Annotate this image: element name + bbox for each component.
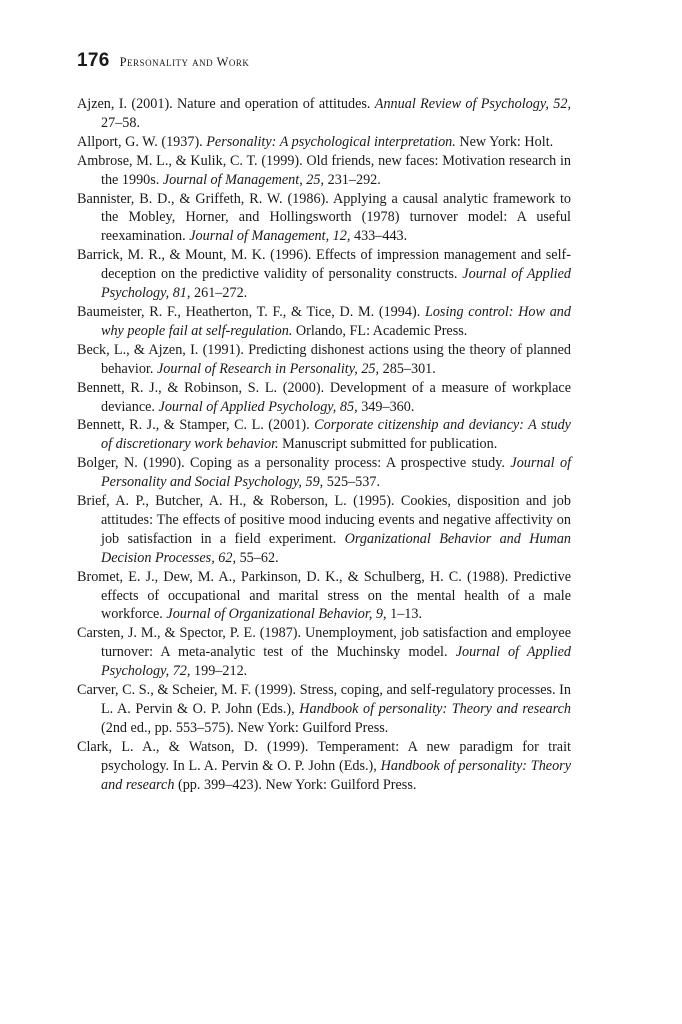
reference-text: Bennett, R. J., & Stamper, C. L. (2001). — [77, 417, 315, 434]
reference-entry — [77, 152, 571, 190]
reference-source: Personality: A psychological interpretation. — [206, 133, 456, 150]
reference-source: Handbook of personality: Theory and research — [299, 701, 572, 717]
reference-source: Handbook of personality: Theory and research — [101, 757, 571, 793]
reference-source: Corporate citizenship and deviancy: A study of discretionary work behavior. — [101, 417, 571, 453]
running-head: Personality and Work — [119, 55, 250, 69]
reference-list — [77, 95, 571, 795]
reference-text: Ajzen, I. (2001). Nature and operation of attitudes. — [77, 96, 375, 112]
reference-source: Journal of Research in Personality, 25, — [156, 360, 380, 377]
reference-pages: 199–212. — [190, 663, 248, 680]
reference-text: Bennett, R. J., & Robinson, S. L. (2000). Development of a measure of workplace deviance. — [77, 379, 571, 415]
reference-text: Bolger, N. (1990). Coping as a personality process: A prospective study. — [77, 455, 511, 472]
reference-pages: 55–62. — [236, 549, 279, 566]
reference-entry — [77, 681, 571, 738]
reference-text: Carver, C. S., & Scheier, M. F. (1999). Stress, coping, and self-regulatory processes. In L. A. Pervin & O. P. John (Eds.), — [77, 682, 571, 717]
reference-source: Journal of Organizational Behavior, 9, — [166, 606, 387, 623]
reference-entry — [77, 454, 571, 492]
reference-text: Beck, L., & Ajzen, I. (1991). Predicting dishonest actions using the theory of planned behavior. — [77, 341, 571, 377]
reference-pages: 27–58. — [101, 114, 141, 131]
reference-source: Organizational Behavior and Human Decision Processes, 62, — [101, 530, 572, 566]
reference-pages: New York: Holt. — [455, 133, 554, 150]
reference-source: Annual Review of Psychology, 52, — [374, 96, 571, 112]
reference-text: Carsten, J. M., & Spector, P. E. (1987). Unemployment, job satisfaction and employee turnover: A meta-analytic test of the Muchinsky model. — [77, 625, 571, 661]
reference-pages: 433–443. — [350, 228, 408, 245]
reference-source: Losing control: How and why people fail at self-regulation. — [101, 303, 571, 339]
reference-entry — [77, 624, 571, 681]
reference-text: Barrick, M. R., & Mount, M. K. (1996). Effects of impression management and self-deception on the predictive validity of personality constructs. — [77, 247, 571, 283]
reference-text: Bromet, E. J., Dew, M. A., Parkinson, D. K., & Schulberg, H. C. (1988). Predictive effects of occupational and marital stress on the mental health of a male workforce. — [77, 568, 571, 623]
reference-source: Journal of Applied Psychology, 85, — [158, 398, 358, 415]
reference-entry — [77, 190, 571, 247]
reference-pages: Orlando, FL: Academic Press. — [292, 322, 468, 339]
reference-source: Journal of Management, 25, — [162, 171, 325, 188]
reference-source: Journal of Management, 12, — [189, 228, 351, 245]
reference-entry — [77, 492, 571, 568]
reference-entry — [77, 341, 571, 379]
reference-source: Journal of Applied Psychology, 81, — [101, 266, 571, 302]
reference-entry — [77, 133, 571, 152]
reference-pages: 285–301. — [379, 360, 436, 377]
reference-text: Ambrose, M. L., & Kulik, C. T. (1999). Old friends, new faces: Motivation research in the 1990s. — [77, 152, 571, 188]
reference-source: Journal of Applied Psychology, 72, — [101, 644, 572, 680]
page-number: 176 — [77, 50, 110, 71]
reference-pages: 349–360. — [357, 398, 415, 415]
reference-pages: 525–537. — [323, 474, 380, 491]
reference-text: Baumeister, R. F., Heatherton, T. F., & Tice, D. M. (1994). — [77, 303, 425, 320]
reference-pages: Manuscript submitted for publication. — [278, 436, 498, 453]
reference-text: Allport, G. W. (1937). — [77, 133, 207, 150]
reference-pages: 261–272. — [190, 285, 248, 302]
reference-pages: 231–292. — [324, 171, 381, 188]
reference-entry — [77, 738, 571, 795]
reference-text: Brief, A. P., Butcher, A. H., & Roberson, L. (1995). Cookies, disposition and job attitudes: The effects of positive mood inducing events and negative affectivity on job satisfaction in a field experiment. — [77, 493, 571, 547]
reference-pages: (2nd ed., pp. 553–575). New York: Guilford Press. — [101, 719, 389, 736]
reference-entry — [77, 379, 571, 417]
reference-source: Journal of Personality and Social Psychology, 59, — [101, 455, 572, 491]
reference-pages: 1–13. — [386, 606, 423, 623]
reference-entry — [77, 246, 571, 303]
reference-entry — [77, 568, 571, 625]
reference-entry — [77, 416, 571, 454]
reference-text: Bannister, B. D., & Griffeth, R. W. (1986). Applying a causal analytic framework to the Mobley, Horner, and Hollingsworth (1978) turnover model: A useful reexamination. — [77, 190, 571, 245]
page-header — [77, 50, 249, 72]
reference-entry — [77, 303, 571, 341]
reference-pages: (pp. 399–423). New York: Guilford Press. — [174, 776, 417, 793]
reference-entry — [77, 95, 571, 133]
reference-text: Clark, L. A., & Watson, D. (1999). Temperament: A new paradigm for trait psychology. In L. A. Pervin & O. P. John (Eds.), — [77, 738, 571, 774]
